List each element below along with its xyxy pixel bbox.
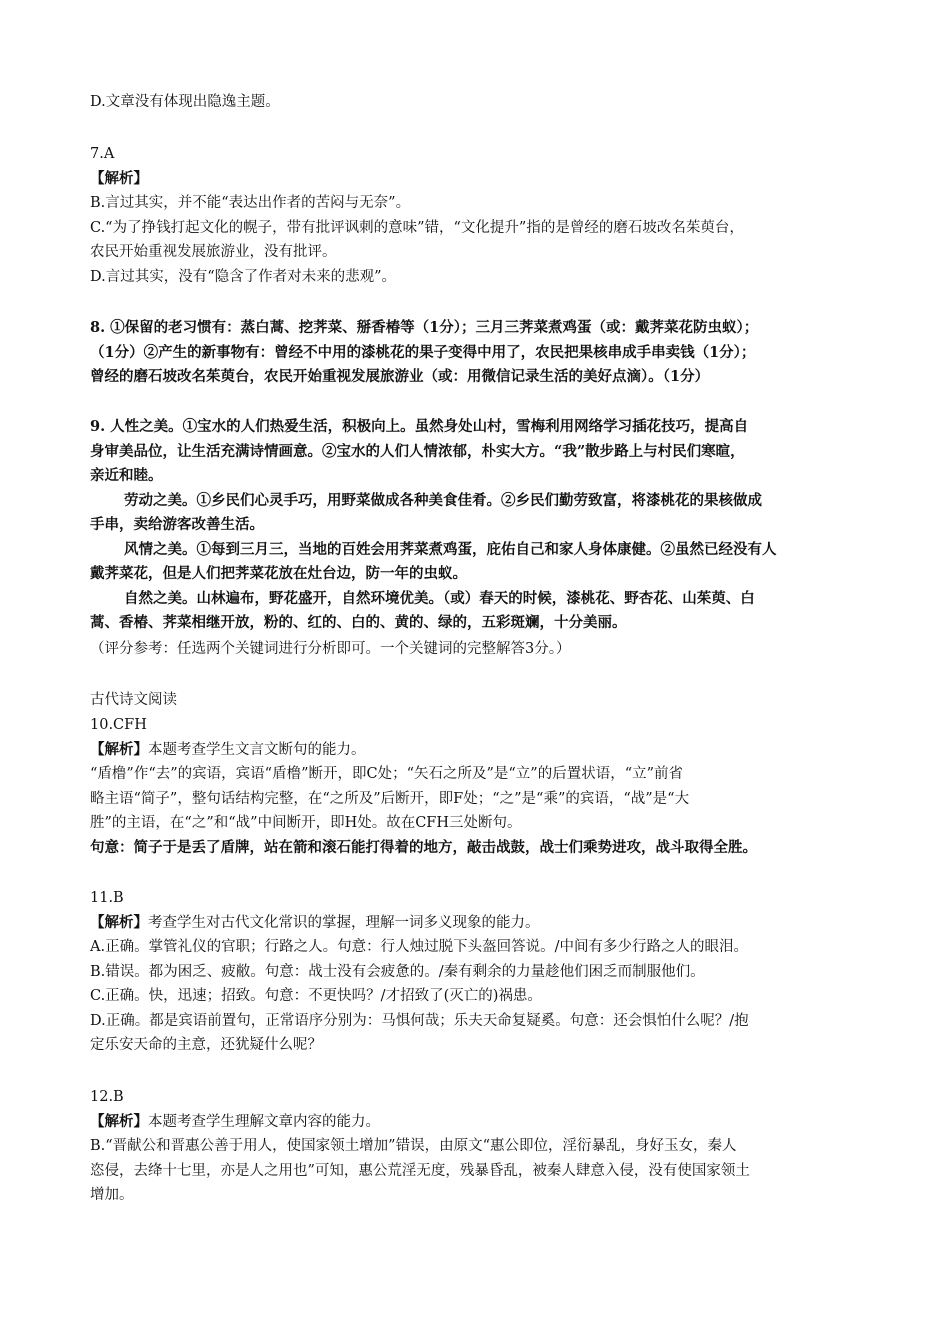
q11-analysis-tag: 【解析】 [90,913,148,931]
q9-scoring-note: （评分参考：任选两个关键词进行分析即可。一个关键词的完整解答3分。） [90,641,571,657]
section-block [90,688,865,713]
q10-block [90,713,865,860]
q8-line: 8. ①保留的老习惯有：蒸白蒿、挖荠菜、掰香椿等（1分）；三月三荠菜煮鸡蛋（或：戴荠菜花防虫蚁）； [90,319,759,336]
q10-meaning: 句意：简子于是丢了盾牌，站在箭和滚石能打得着的地方，敲击战鼓，战士们乘势进攻，战斗取得全胜。 [90,838,757,856]
q11-line: C.正确。快，迅速；招致。句意：不更快吗？/才招致了(灭亡的)祸患。 [90,988,542,1004]
q9-line: 劳动之美。①乡民们心灵手巧，用野菜做成各种美食佳肴。②乡民们勤劳致富，将漆桃花的果核做成 [124,491,762,509]
q10-analysis-text: 本题考查学生文言文断句的能力。 [148,741,366,758]
q9-line: 蒿、香椿、荠菜相继开放，粉的、红的、白的、黄的、绿的，五彩斑斓，十分美丽。 [90,614,627,631]
q12-line: 恣侵，去绛十七里，亦是人之用也”可知，惠公荒淫无度，残暴昏乱，被秦人肆意入侵，没有使国家领土 [90,1162,750,1179]
q8-line: （1分）②产生的新事物有：曾经不中用的漆桃花的果子变得中用了，农民把果核串成手串卖钱（1分）； [90,343,756,361]
q8-line: 曾经的磨石坡改名茱萸台，农民开始重视发展旅游业（或：用微信记录生活的美好点滴）。（1分） [90,368,710,385]
q12-line: 增加。 [90,1187,134,1203]
q9-line: 手串，卖给游客改善生活。 [90,516,264,533]
q6-option-d: D.文章没有体现出隐逸主题。 [90,94,280,110]
q10-line: 胜”的主语，在“之”和“战”中间断开，即H处。故在CFH三处断句。 [90,815,522,831]
q9-line: 9. 人性之美。①宝水的人们热爱生活，积极向上。虽然身处山村，雪梅利用网络学习插花技巧，提高自 [90,418,749,435]
q9-line: 亲近和睦。 [90,467,163,484]
q11-line: D.正确。都是宾语前置句，正常语序分别为：马惧何哉；乐夫天命复疑奚。句意：还会惧怕什么呢？/抱 [90,1012,749,1029]
q8-block [90,316,865,390]
q7-line: D.言过其实，没有“隐含了作者对未来的悲观”。 [90,268,397,285]
section-title: 古代诗文阅读 [90,692,177,708]
q9-line: 风情之美。①每到三月三，当地的百姓会用荠菜煮鸡蛋，庇佑自己和家人身体康健。②虽然已经没有人 [124,540,777,558]
q9-line: 自然之美。山林遍布，野花盛开，自然环境优美。（或）春天的时候，漆桃花、野杏花、山茱萸、白 [124,589,755,607]
q10-line: 略主语“简子”，整句话结构完整，在“之所及”后断开，即F处；“之”是“乘”的宾语，“战”是“大 [90,790,690,807]
q11-answer: 11.B [90,890,124,906]
q12-block [90,1085,865,1208]
q11-line: B.错误。都为困乏、疲敝。句意：战士没有会疲惫的。/秦有剩余的力量趁他们困乏而制服他们。 [90,963,705,980]
q6-option-d-block [90,90,865,115]
q10-analysis-tag: 【解析】 [90,740,148,758]
q7-analysis-tag: 【解析】 [90,169,148,187]
q11-line: A.正确。掌管礼仪的官职；行路之人。句意：行人烛过脱下头盔回答说。/中间有多少行路之人的眼泪。 [90,939,748,955]
q9-line: 身审美品位，让生活充满诗情画意。②宝水的人们人情浓郁，朴实大方。“我”散步路上与村民们寒暄， [90,442,745,460]
q7-block [90,142,865,289]
q10-answer: 10.CFH [90,717,147,733]
q11-analysis-text: 考查学生对古代文化常识的掌握，理解一词多义现象的能力。 [148,914,540,931]
q12-line: B.“晋献公和晋惠公善于用人，使国家领土增加”错误，由原文“惠公即位，淫衍暴乱，身好玉女，秦人 [90,1138,737,1154]
q12-analysis-tag: 【解析】 [90,1112,148,1130]
q7-line: 农民开始重视发展旅游业，没有批评。 [90,244,337,260]
q9-block [90,415,865,636]
q9-line: 戴荠菜花，但是人们把荠菜花放在灶台边，防一年的虫蚁。 [90,565,467,582]
q10-line: “盾橹”作“去”的宾语，宾语“盾橹”断开，即C处；“矢石之所及”是“立”的后置状语，“立”前省 [90,766,684,782]
q11-block [90,886,865,1058]
q9-note-block [90,637,865,662]
q7-line: C.“为了挣钱打起文化的幌子，带有批评讽刺的意味”错，“文化提升”指的是曾经的磨石坡改名茱萸台， [90,219,744,236]
q7-answer: 7.A [90,146,115,162]
q11-line: 定乐安天命的主意，还犹疑什么呢？ [90,1037,322,1053]
q12-analysis-text: 本题考查学生理解文章内容的能力。 [148,1113,380,1130]
q12-answer: 12.B [90,1089,124,1105]
q7-line: B.言过其实，并不能“表达出作者的苦闷与无奈”。 [90,195,411,211]
